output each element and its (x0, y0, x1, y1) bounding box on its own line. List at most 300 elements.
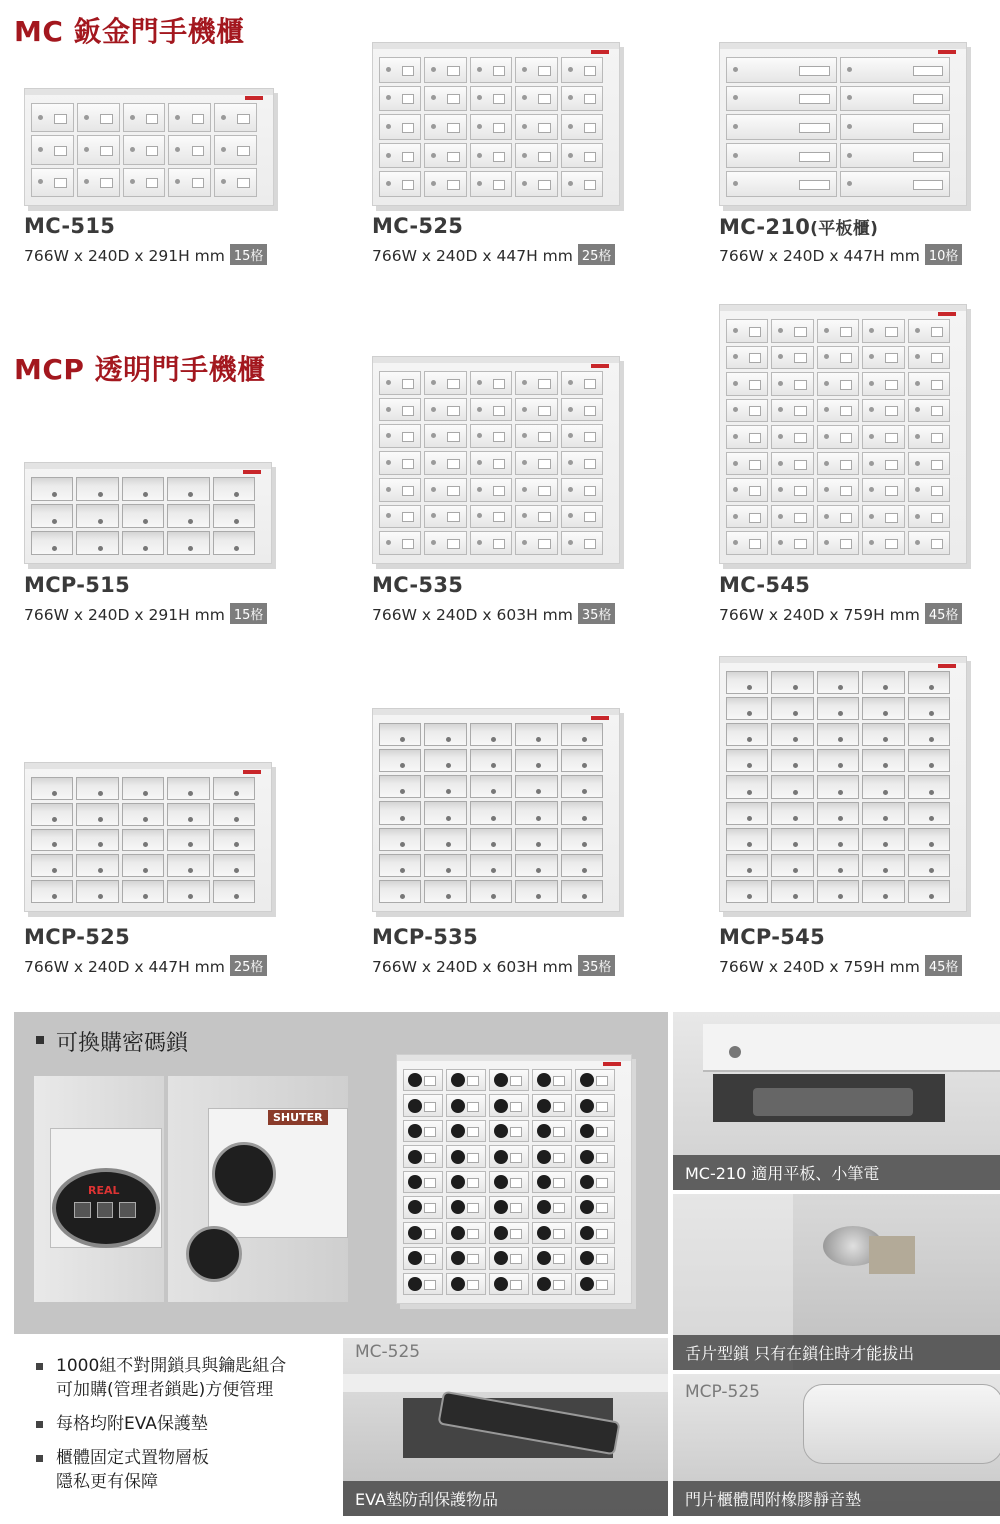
cabinet-door (213, 803, 255, 826)
cabinet-door (726, 854, 768, 877)
dial-lock-icon (537, 1251, 551, 1265)
cabinet-door (167, 504, 209, 528)
cabinet-door (424, 749, 466, 772)
cabinet-image-mc-210 (719, 42, 967, 206)
tablet-caption: MC-210 適用平板、小筆電 (673, 1155, 1000, 1190)
rubber-panel-model-label: MCP-525 (685, 1382, 760, 1402)
cabinet-door (379, 505, 421, 529)
cabinet-door (771, 880, 813, 903)
cabinet-door (446, 1247, 486, 1269)
lock-brand-text: REAL (88, 1184, 120, 1197)
cabinet-door (575, 1273, 615, 1295)
cabinet-door (908, 319, 950, 343)
dial-lock-icon (537, 1073, 551, 1087)
dial-lock-icon (494, 1099, 508, 1113)
cabinet-door (771, 505, 813, 529)
cabinet-door (424, 801, 466, 824)
cabinet-door (575, 1196, 615, 1218)
cabinet-door (771, 399, 813, 423)
cabinet-door (575, 1120, 615, 1142)
cabinet-door (726, 346, 768, 370)
dial-lock-icon (494, 1150, 508, 1164)
cabinet-door (862, 478, 904, 502)
dial-lock-icon (451, 1200, 465, 1214)
cabinet-door (532, 1094, 572, 1116)
cabinet-door (123, 168, 166, 197)
cabinet-door (167, 777, 209, 800)
cabinet-door (515, 57, 557, 83)
cabinet-door (470, 171, 512, 197)
cabinet-door (726, 399, 768, 423)
cabinet-door (76, 777, 118, 800)
cabinet-door (726, 775, 768, 798)
cabinet-door (561, 451, 603, 475)
cabinet-door (726, 57, 837, 83)
cabinet-door (213, 880, 255, 903)
cabinet-image-combo-lock (396, 1054, 632, 1304)
cabinet-door (862, 802, 904, 825)
cabinet-door (908, 452, 950, 476)
product-model-mc-525: MC-525 (372, 214, 464, 238)
cabinet-door (817, 723, 859, 746)
cabinet-door (403, 1273, 443, 1295)
cabinet-door (515, 723, 557, 746)
product-model-mcp-535: MCP-535 (372, 925, 478, 949)
combo-lock-photo-side (168, 1076, 348, 1302)
product-dims-mc-535: 766W x 240D x 603H mm 35格 (372, 603, 615, 624)
product-dims-mcp-545: 766W x 240D x 759H mm 45格 (719, 955, 962, 976)
cabinet-door (771, 802, 813, 825)
cabinet-door (561, 531, 603, 555)
combo-lock-heading: 可換購密碼鎖 (56, 1031, 189, 1056)
cabinet-door (379, 86, 421, 112)
dial-lock-icon (451, 1175, 465, 1189)
product-dims-mc-525: 766W x 240D x 447H mm 25格 (372, 244, 615, 265)
cabinet-door (862, 775, 904, 798)
cabinet-door (817, 671, 859, 694)
cabinet-image-mcp-535 (372, 708, 620, 912)
cabinet-door (575, 1222, 615, 1244)
cabinet-door (726, 452, 768, 476)
cabinet-door (379, 854, 421, 877)
cabinet-door (424, 424, 466, 448)
cabinet-door (403, 1247, 443, 1269)
cabinet-door (862, 372, 904, 396)
cabinet-door (379, 880, 421, 903)
cabinet-door (76, 477, 118, 501)
dial-lock-icon (580, 1099, 594, 1113)
cabinet-door (575, 1247, 615, 1269)
dial-lock-icon (494, 1200, 508, 1214)
phone-icon (803, 1384, 1000, 1464)
cabinet-door (726, 171, 837, 197)
cabinet-door (379, 828, 421, 851)
cabinet-door (532, 1247, 572, 1269)
cabinet-door (908, 478, 950, 502)
cabinet-door (213, 777, 255, 800)
cabinet-door (771, 828, 813, 851)
cabinet-door (908, 723, 950, 746)
cabinet-door (424, 57, 466, 83)
cabinet-door (515, 854, 557, 877)
cabinet-door (167, 531, 209, 555)
dial-lock-icon (580, 1226, 594, 1240)
cabinet-door (726, 319, 768, 343)
cabinet-door (424, 505, 466, 529)
cabinet-door (515, 505, 557, 529)
cabinet-door (515, 451, 557, 475)
cabinet-door (470, 828, 512, 851)
cabinet-door (123, 135, 166, 164)
cabinet-door (726, 531, 768, 555)
cabinet-door (532, 1196, 572, 1218)
cell-count-badge: 25格 (230, 955, 268, 976)
cabinet-door (470, 86, 512, 112)
cabinet-door (122, 531, 164, 555)
cabinet-door (726, 143, 837, 169)
dial-lock-icon (537, 1099, 551, 1113)
cabinet-door (817, 854, 859, 877)
cabinet-door (771, 749, 813, 772)
tongue-lock-photo-panel (673, 1194, 1000, 1370)
cabinet-door (726, 723, 768, 746)
cabinet-image-mcp-515 (24, 462, 272, 564)
cabinet-door (213, 531, 255, 555)
cabinet-door (214, 103, 257, 132)
cabinet-door (908, 749, 950, 772)
tablet-photo-panel (673, 1012, 1000, 1190)
dial-lock-icon (451, 1073, 465, 1087)
dial-lock-icon (451, 1124, 465, 1138)
mcp-section-title: MCP 透明門手機櫃 (14, 353, 266, 386)
product-model-mc-515: MC-515 (24, 214, 116, 238)
cabinet-door (446, 1222, 486, 1244)
cabinet-door (862, 425, 904, 449)
cabinet-door (817, 372, 859, 396)
cabinet-door (840, 143, 951, 169)
cabinet-door (561, 86, 603, 112)
cabinet-door (167, 880, 209, 903)
cabinet-door (726, 372, 768, 396)
cabinet-door (908, 505, 950, 529)
cabinet-door (424, 775, 466, 798)
dial-lock-icon (408, 1073, 422, 1087)
cabinet-door (123, 103, 166, 132)
dial-lock-icon (408, 1099, 422, 1113)
cabinet-door (561, 57, 603, 83)
cabinet-door (575, 1069, 615, 1091)
cabinet-door (489, 1222, 529, 1244)
dial-lock-icon (451, 1277, 465, 1291)
cabinet-door (446, 1094, 486, 1116)
cabinet-door (470, 57, 512, 83)
cabinet-door (561, 801, 603, 824)
cabinet-door (77, 168, 120, 197)
cabinet-door (908, 531, 950, 555)
cabinet-door (489, 1196, 529, 1218)
cabinet-door (214, 135, 257, 164)
cabinet-door (489, 1069, 529, 1091)
cabinet-door (726, 86, 837, 112)
cabinet-door (122, 854, 164, 877)
cabinet-door (575, 1145, 615, 1167)
cabinet-door (908, 880, 950, 903)
cabinet-door (561, 775, 603, 798)
cabinet-door (379, 801, 421, 824)
product-model-mc-545: MC-545 (719, 573, 811, 597)
product-dims-mcp-515: 766W x 240D x 291H mm 15格 (24, 603, 267, 624)
cabinet-door (31, 504, 73, 528)
cabinet-door (168, 168, 211, 197)
cabinet-door (726, 802, 768, 825)
cabinet-door (862, 671, 904, 694)
cabinet-door (908, 802, 950, 825)
cabinet-door (31, 777, 73, 800)
cabinet-door (532, 1171, 572, 1193)
cabinet-door (908, 425, 950, 449)
cabinet-door (575, 1171, 615, 1193)
cabinet-door (515, 398, 557, 422)
cabinet-door (470, 114, 512, 140)
cabinet-door (446, 1145, 486, 1167)
cabinet-door (379, 171, 421, 197)
cabinet-door (908, 775, 950, 798)
cabinet-door (379, 749, 421, 772)
cabinet-door (31, 477, 73, 501)
cell-count-badge: 45格 (925, 603, 963, 624)
cabinet-door (862, 828, 904, 851)
dial-lock-icon (580, 1277, 594, 1291)
cabinet-door (470, 371, 512, 395)
cabinet-door (515, 749, 557, 772)
cabinet-door (446, 1120, 486, 1142)
tablet-icon (753, 1088, 913, 1116)
cabinet-image-mc-545 (719, 304, 967, 564)
cabinet-door (77, 135, 120, 164)
cabinet-door (561, 371, 603, 395)
cabinet-door (726, 478, 768, 502)
cabinet-door (31, 531, 73, 555)
cabinet-door (470, 749, 512, 772)
dial-lock-icon (494, 1073, 508, 1087)
brand-plate: SHUTER (268, 1110, 328, 1125)
cabinet-door (31, 103, 74, 132)
cabinet-door (470, 801, 512, 824)
cabinet-door (379, 775, 421, 798)
cell-count-badge: 10格 (925, 244, 963, 265)
cabinet-door (446, 1196, 486, 1218)
cell-count-badge: 35格 (578, 955, 616, 976)
cabinet-door (470, 143, 512, 169)
cabinet-door (862, 319, 904, 343)
dial-lock-icon (580, 1200, 594, 1214)
cabinet-door (379, 723, 421, 746)
cabinet-door (726, 697, 768, 720)
product-dims-mc-210: 766W x 240D x 447H mm 10格 (719, 244, 962, 265)
cabinet-door (908, 671, 950, 694)
cabinet-door (908, 372, 950, 396)
product-dims-mcp-525: 766W x 240D x 447H mm 25格 (24, 955, 267, 976)
cabinet-door (862, 854, 904, 877)
dial-lock-icon (580, 1251, 594, 1265)
cabinet-door (470, 398, 512, 422)
cabinet-door (771, 372, 813, 396)
product-dims-mcp-535: 766W x 240D x 603H mm 35格 (372, 955, 615, 976)
cabinet-door (213, 854, 255, 877)
cabinet-door (515, 86, 557, 112)
dial-lock-icon (537, 1124, 551, 1138)
cabinet-door (31, 854, 73, 877)
cabinet-door (515, 171, 557, 197)
cabinet-door (862, 880, 904, 903)
cabinet-door (379, 57, 421, 83)
cabinet-door (561, 478, 603, 502)
cabinet-door (908, 697, 950, 720)
cabinet-door (817, 346, 859, 370)
cabinet-door (470, 775, 512, 798)
cabinet-door (726, 749, 768, 772)
cabinet-door (122, 829, 164, 852)
cabinet-door (470, 531, 512, 555)
cabinet-door (489, 1145, 529, 1167)
dial-lock-icon (494, 1251, 508, 1265)
cabinet-door (532, 1273, 572, 1295)
cabinet-door (771, 775, 813, 798)
dial-lock-icon (186, 1226, 242, 1282)
cell-count-badge: 25格 (578, 244, 616, 265)
cabinet-door (122, 504, 164, 528)
cabinet-door (771, 531, 813, 555)
cabinet-door (840, 57, 951, 83)
cabinet-door (379, 143, 421, 169)
dial-lock-icon (408, 1150, 422, 1164)
cabinet-door (470, 723, 512, 746)
cabinet-door (515, 775, 557, 798)
dial-lock-icon (537, 1175, 551, 1189)
cabinet-door (515, 828, 557, 851)
cabinet-door (771, 319, 813, 343)
cabinet-door (424, 723, 466, 746)
cabinet-door (31, 803, 73, 826)
cabinet-door (403, 1145, 443, 1167)
cabinet-door (817, 697, 859, 720)
cabinet-door (424, 880, 466, 903)
cabinet-door (213, 829, 255, 852)
cell-count-badge: 15格 (230, 603, 268, 624)
dial-lock-icon (580, 1175, 594, 1189)
cabinet-door (379, 398, 421, 422)
cabinet-door (470, 451, 512, 475)
cabinet-door (817, 880, 859, 903)
cabinet-door (862, 749, 904, 772)
cabinet-image-mc-525 (372, 42, 620, 206)
dial-lock-icon (580, 1150, 594, 1164)
cabinet-door (817, 802, 859, 825)
cabinet-door (515, 424, 557, 448)
cabinet-door (532, 1120, 572, 1142)
cabinet-door (515, 114, 557, 140)
cabinet-door (862, 723, 904, 746)
eva-pad-photo-panel (343, 1338, 668, 1516)
dial-lock-icon (537, 1200, 551, 1214)
cabinet-door (167, 829, 209, 852)
cabinet-door (379, 451, 421, 475)
rubber-caption: 門片櫃體間附橡膠靜音墊 (673, 1481, 1000, 1516)
cabinet-door (515, 371, 557, 395)
cabinet-door (771, 346, 813, 370)
dial-lock-icon (451, 1251, 465, 1265)
cabinet-door (840, 86, 951, 112)
cabinet-door (31, 135, 74, 164)
cabinet-door (403, 1171, 443, 1193)
cabinet-door (771, 425, 813, 449)
dial-lock-icon (537, 1277, 551, 1291)
cabinet-door (31, 168, 74, 197)
cabinet-door (213, 477, 255, 501)
cabinet-door (840, 171, 951, 197)
dial-lock-icon (537, 1226, 551, 1240)
cabinet-door (489, 1094, 529, 1116)
dial-lock-icon (408, 1200, 422, 1214)
cabinet-door (561, 505, 603, 529)
heading-bullet-icon (36, 1036, 44, 1044)
dial-lock-icon (451, 1150, 465, 1164)
cabinet-door (122, 477, 164, 501)
mc-section-title: MC 鈑金門手機櫃 (14, 15, 245, 48)
cabinet-image-mc-535 (372, 356, 620, 564)
product-model-mcp-545: MCP-545 (719, 925, 825, 949)
cabinet-door (575, 1094, 615, 1116)
dial-lock-icon (408, 1251, 422, 1265)
dial-lock-icon (212, 1142, 276, 1206)
cabinet-door (726, 505, 768, 529)
cabinet-image-mc-515 (24, 88, 274, 206)
cabinet-door (403, 1094, 443, 1116)
cabinet-door (77, 103, 120, 132)
cabinet-door (489, 1273, 529, 1295)
cabinet-door (403, 1222, 443, 1244)
tongue-lock-caption: 舌片型鎖 只有在鎖住時才能拔出 (673, 1335, 1000, 1370)
cabinet-door (726, 828, 768, 851)
cabinet-door (515, 478, 557, 502)
cabinet-door (908, 854, 950, 877)
dial-lock-icon (408, 1175, 422, 1189)
cabinet-door (726, 114, 837, 140)
cabinet-door (817, 505, 859, 529)
cabinet-door (561, 143, 603, 169)
cabinet-door (561, 828, 603, 851)
cabinet-door (840, 114, 951, 140)
cabinet-door (771, 671, 813, 694)
cabinet-door (561, 880, 603, 903)
cabinet-door (862, 452, 904, 476)
cabinet-door (726, 671, 768, 694)
cabinet-door (515, 143, 557, 169)
cabinet-door (424, 854, 466, 877)
cabinet-door (817, 828, 859, 851)
product-dims-mc-545: 766W x 240D x 759H mm 45格 (719, 603, 962, 624)
cabinet-door (561, 114, 603, 140)
cabinet-door (424, 828, 466, 851)
cabinet-door (515, 801, 557, 824)
cabinet-door (424, 171, 466, 197)
cabinet-door (862, 531, 904, 555)
cabinet-door (76, 803, 118, 826)
dial-lock-icon (451, 1226, 465, 1240)
cabinet-door (168, 135, 211, 164)
cabinet-door (532, 1145, 572, 1167)
key-lock-icon (729, 1046, 741, 1058)
